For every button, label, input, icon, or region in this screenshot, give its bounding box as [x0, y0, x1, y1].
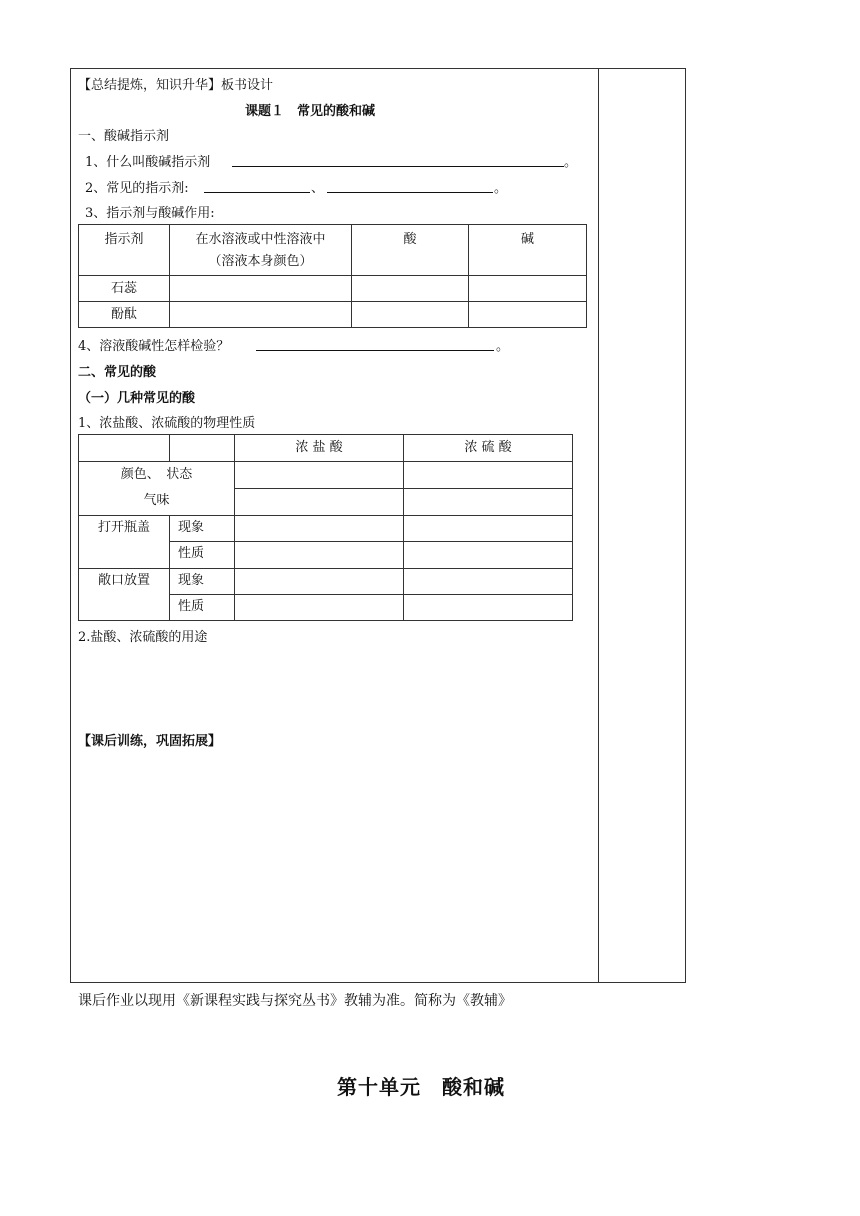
- question-3: 3、指示剂与酸碱作用:: [85, 206, 215, 221]
- cell-blank[interactable]: [235, 462, 404, 489]
- unit-title: 第十单元 酸和碱: [337, 1075, 505, 1099]
- cell-blank[interactable]: [404, 489, 573, 516]
- color-state-label: 颜色、 状态: [120, 467, 193, 482]
- question-4: 4、溶液酸碱性怎样检验？: [78, 339, 230, 354]
- phenomenon-label: 现象: [170, 569, 235, 595]
- summary-heading: 【总结提炼，知识升华】板书设计: [78, 78, 274, 93]
- answer-line-2a: [204, 192, 310, 193]
- item-physical-properties: 1、浓盐酸、浓硫酸的物理性质: [78, 416, 256, 431]
- indicator-header: 指示剂: [79, 225, 170, 276]
- base-header: 碱: [469, 225, 587, 276]
- phenomenon-label: 现象: [170, 516, 235, 542]
- cell-blank[interactable]: [235, 516, 404, 542]
- cell-blank[interactable]: [404, 462, 573, 489]
- side-column-divider: [598, 68, 599, 983]
- after-class-heading: 【课后训练，巩固拓展】: [78, 734, 222, 749]
- answer-line-1: [232, 166, 564, 167]
- cell-blank[interactable]: [235, 542, 404, 569]
- cell-blank[interactable]: [352, 302, 469, 328]
- question-2-end: 。: [494, 181, 508, 196]
- cell-blank[interactable]: [469, 276, 587, 302]
- question-1: 1、什么叫酸碱指示剂: [85, 155, 211, 170]
- left-open-label: 敞口放置: [79, 569, 170, 621]
- cell-blank[interactable]: [235, 595, 404, 621]
- indicator-table: [78, 224, 587, 328]
- blank-header: [79, 435, 170, 462]
- property-label: 性质: [170, 595, 235, 621]
- cell-blank[interactable]: [235, 569, 404, 595]
- section-acids-title: 二、常见的酸: [78, 365, 157, 380]
- row-litmus: 石蕊: [79, 276, 170, 302]
- lesson-title: 课题１ 常见的酸和碱: [245, 104, 376, 119]
- open-bottle-label: 打开瓶盖: [79, 516, 170, 569]
- row-phenolphthalein: 酚酞: [79, 302, 170, 328]
- question-1-end: 。: [564, 155, 578, 170]
- cell-blank[interactable]: [404, 542, 573, 569]
- cell-blank[interactable]: [235, 489, 404, 516]
- cell-blank[interactable]: [170, 302, 352, 328]
- answer-line-4: [256, 350, 494, 351]
- neutral-header-line1: 在水溶液或中性溶液中: [195, 232, 326, 247]
- h2so4-header: 浓 硫 酸: [404, 435, 573, 462]
- subsection-common-acids: （一）几种常见的酸: [78, 391, 196, 406]
- cell-blank[interactable]: [352, 276, 469, 302]
- answer-line-2b: [327, 192, 493, 193]
- hcl-header: 浓 盐 酸: [235, 435, 404, 462]
- question-2: 2、常见的指示剂:: [85, 181, 189, 196]
- cell-blank[interactable]: [170, 276, 352, 302]
- smell-label: 气味: [143, 493, 170, 508]
- property-label: 性质: [170, 542, 235, 569]
- neutral-header: [170, 225, 352, 276]
- section-indicators-title: 一、酸碱指示剂: [78, 129, 170, 144]
- cell-blank[interactable]: [469, 302, 587, 328]
- neutral-header-line2: （溶液本身颜色）: [208, 254, 313, 269]
- item-uses: 2.盐酸、浓硫酸的用途: [78, 630, 208, 645]
- cell-blank[interactable]: [404, 595, 573, 621]
- acid-properties-table: [78, 434, 573, 621]
- cell-blank[interactable]: [404, 516, 573, 542]
- question-4-end: 。: [496, 339, 510, 354]
- color-state-smell-cell: [79, 462, 235, 516]
- question-2-separator: 、: [311, 181, 325, 196]
- cell-blank[interactable]: [404, 569, 573, 595]
- acid-header: 酸: [352, 225, 469, 276]
- blank-header: [170, 435, 235, 462]
- homework-note: 课后作业以现用《新课程实践与探究丛书》教辅为准。简称为《教辅》: [78, 993, 512, 1009]
